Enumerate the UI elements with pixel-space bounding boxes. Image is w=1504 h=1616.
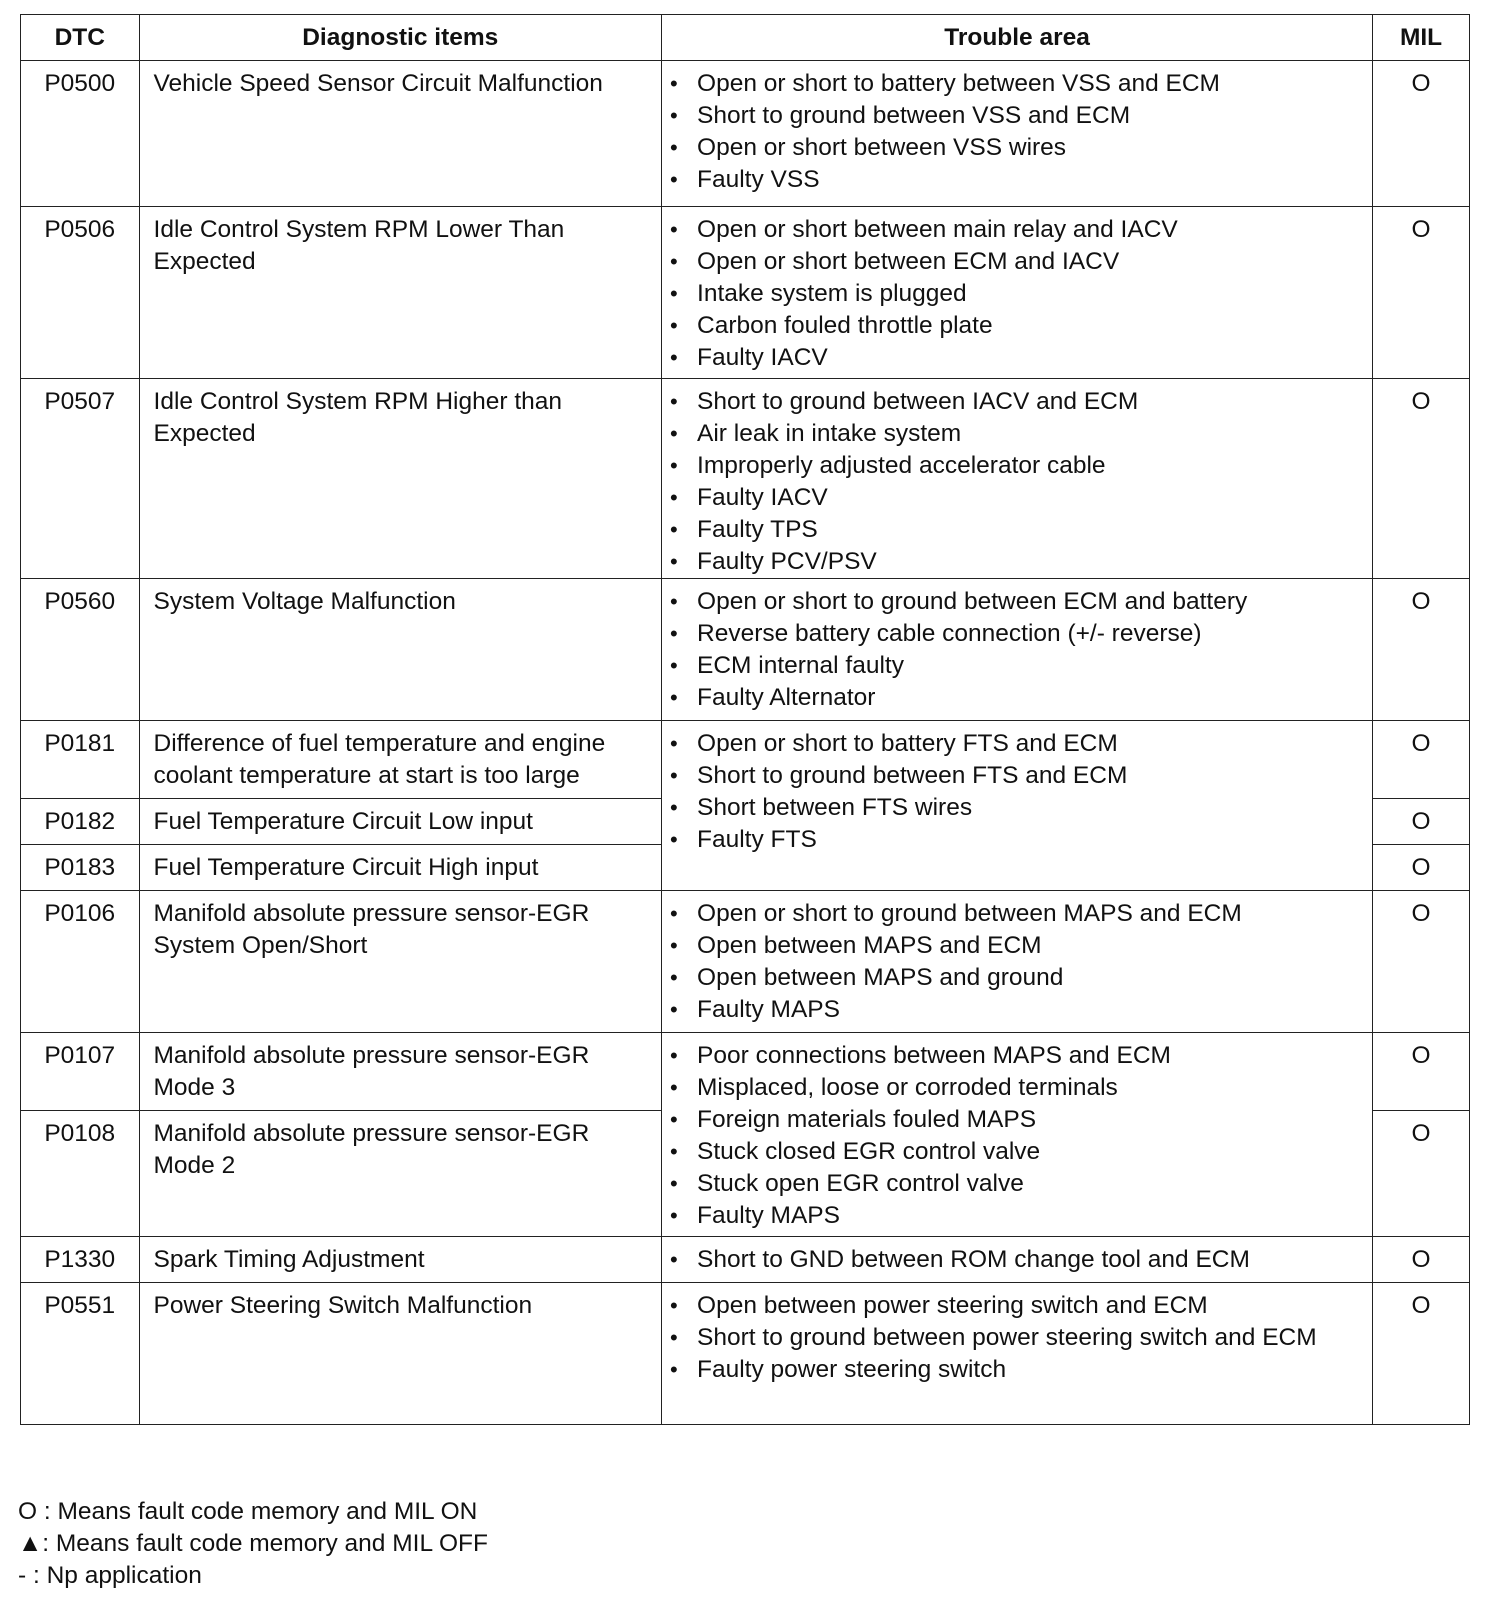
trouble-item: • ECM internal faulty (697, 650, 1366, 682)
trouble-area-cell (662, 891, 1373, 1033)
header-diagnostic-items: Diagnostic items (139, 15, 662, 61)
table-row (21, 1283, 1470, 1425)
diagnostic-item: Difference of fuel temperature and engine coolant temperature at start is too large (139, 721, 662, 799)
dtc-code: P1330 (21, 1237, 140, 1283)
mil-status: O (1373, 379, 1470, 579)
diagnostic-item: Idle Control System RPM Higher than Expected (139, 379, 662, 579)
table-header-row (21, 15, 1470, 61)
trouble-area-cell (662, 579, 1373, 721)
trouble-item: • Faulty FTS (697, 824, 1366, 856)
dtc-code: P0106 (21, 891, 140, 1033)
trouble-item: • Faulty Alternator (697, 682, 1366, 714)
table-row (21, 1237, 1470, 1283)
mil-status: O (1373, 207, 1470, 379)
trouble-item: • Open or short to ground between ECM and battery (697, 586, 1366, 618)
header-mil: MIL (1373, 15, 1470, 61)
trouble-area-cell (662, 1283, 1373, 1425)
mil-status: O (1373, 891, 1470, 1033)
trouble-item: • Short between FTS wires (697, 792, 1366, 824)
trouble-item: • Poor connections between MAPS and ECM (697, 1040, 1366, 1072)
trouble-area-cell (662, 379, 1373, 579)
table-row (21, 891, 1470, 1033)
dtc-code: P0107 (21, 1033, 140, 1111)
dtc-code: P0182 (21, 799, 140, 845)
dtc-code: P0551 (21, 1283, 140, 1425)
mil-status: O (1373, 845, 1470, 891)
dtc-code: P0183 (21, 845, 140, 891)
diagnostic-item: Manifold absolute pressure sensor-EGR System Open/Short (139, 891, 662, 1033)
table-row (21, 1033, 1470, 1111)
trouble-item: • Short to ground between IACV and ECM (697, 386, 1366, 418)
trouble-item: • Open or short between VSS wires (697, 132, 1366, 164)
trouble-item: • Short to GND between ROM change tool and ECM (697, 1244, 1366, 1276)
mil-status: O (1373, 721, 1470, 799)
trouble-item: • Short to ground between power steering switch and ECM (697, 1322, 1366, 1354)
trouble-item: • Reverse battery cable connection (+/- reverse) (697, 618, 1366, 650)
diagnostic-item: Idle Control System RPM Lower Than Expected (139, 207, 662, 379)
trouble-area-cell (662, 1033, 1373, 1237)
trouble-area-cell (662, 61, 1373, 207)
mil-status: O (1373, 1033, 1470, 1111)
trouble-item: • Open or short to battery FTS and ECM (697, 728, 1366, 760)
trouble-item: • Carbon fouled throttle plate (697, 310, 1366, 342)
table-row (21, 379, 1470, 579)
trouble-item: • Open between MAPS and ground (697, 962, 1366, 994)
trouble-item: • Foreign materials fouled MAPS (697, 1104, 1366, 1136)
trouble-item: • Open between MAPS and ECM (697, 930, 1366, 962)
table-row (21, 721, 1470, 799)
trouble-area-cell (662, 207, 1373, 379)
diagnostic-item: Fuel Temperature Circuit Low input (139, 799, 662, 845)
diagnostic-item: Manifold absolute pressure sensor-EGR Mode 3 (139, 1033, 662, 1111)
diagnostic-item: Manifold absolute pressure sensor-EGR Mode 2 (139, 1111, 662, 1237)
trouble-item: • Open between power steering switch and ECM (697, 1290, 1366, 1322)
mil-status: O (1373, 579, 1470, 721)
mil-status: O (1373, 1283, 1470, 1425)
diagnostic-item: Fuel Temperature Circuit High input (139, 845, 662, 891)
trouble-area-cell (662, 1237, 1373, 1283)
table-row (21, 579, 1470, 721)
trouble-item: • Short to ground between VSS and ECM (697, 100, 1366, 132)
legend-mil-on: O : Means fault code memory and MIL ON (18, 1498, 478, 1525)
dtc-code: P0108 (21, 1111, 140, 1237)
trouble-item: • Faulty MAPS (697, 1200, 1366, 1232)
diagnostic-item: Vehicle Speed Sensor Circuit Malfunction (139, 61, 662, 207)
trouble-item: • Air leak in intake system (697, 418, 1366, 450)
header-trouble-area: Trouble area (662, 15, 1373, 61)
diagnostic-item: System Voltage Malfunction (139, 579, 662, 721)
trouble-item: • Stuck closed EGR control valve (697, 1136, 1366, 1168)
header-dtc: DTC (21, 15, 140, 61)
mil-status: O (1373, 799, 1470, 845)
trouble-area-cell (662, 721, 1373, 891)
table-row (21, 207, 1470, 379)
trouble-item: • Faulty TPS (697, 514, 1366, 546)
trouble-item: • Stuck open EGR control valve (697, 1168, 1366, 1200)
trouble-item: • Faulty MAPS (697, 994, 1366, 1026)
dtc-code: P0560 (21, 579, 140, 721)
trouble-item: • Faulty power steering switch (697, 1354, 1366, 1386)
legend-no-application: - : Np application (18, 1562, 202, 1589)
mil-status: O (1373, 1111, 1470, 1237)
mil-status: O (1373, 1237, 1470, 1283)
dtc-code: P0506 (21, 207, 140, 379)
dtc-code: P0500 (21, 61, 140, 207)
legend-mil-off: ▲: Means fault code memory and MIL OFF (18, 1530, 488, 1557)
dtc-table (20, 14, 1470, 1425)
trouble-item: • Open or short to battery between VSS and ECM (697, 68, 1366, 100)
trouble-item: • Faulty IACV (697, 342, 1366, 374)
table-row (21, 61, 1470, 207)
dtc-code: P0507 (21, 379, 140, 579)
trouble-item: • Faulty IACV (697, 482, 1366, 514)
trouble-item: • Faulty PCV/PSV (697, 546, 1366, 578)
trouble-item: • Improperly adjusted accelerator cable (697, 450, 1366, 482)
legend (18, 1496, 488, 1592)
mil-status: O (1373, 61, 1470, 207)
trouble-item: • Open or short between main relay and IACV (697, 214, 1366, 246)
trouble-item: • Misplaced, loose or corroded terminals (697, 1072, 1366, 1104)
trouble-item: • Faulty VSS (697, 164, 1366, 196)
trouble-item: • Short to ground between FTS and ECM (697, 760, 1366, 792)
trouble-item: • Open or short to ground between MAPS and ECM (697, 898, 1366, 930)
trouble-item: • Intake system is plugged (697, 278, 1366, 310)
dtc-code: P0181 (21, 721, 140, 799)
diagnostic-item: Power Steering Switch Malfunction (139, 1283, 662, 1425)
diagnostic-item: Spark Timing Adjustment (139, 1237, 662, 1283)
trouble-item: • Open or short between ECM and IACV (697, 246, 1366, 278)
